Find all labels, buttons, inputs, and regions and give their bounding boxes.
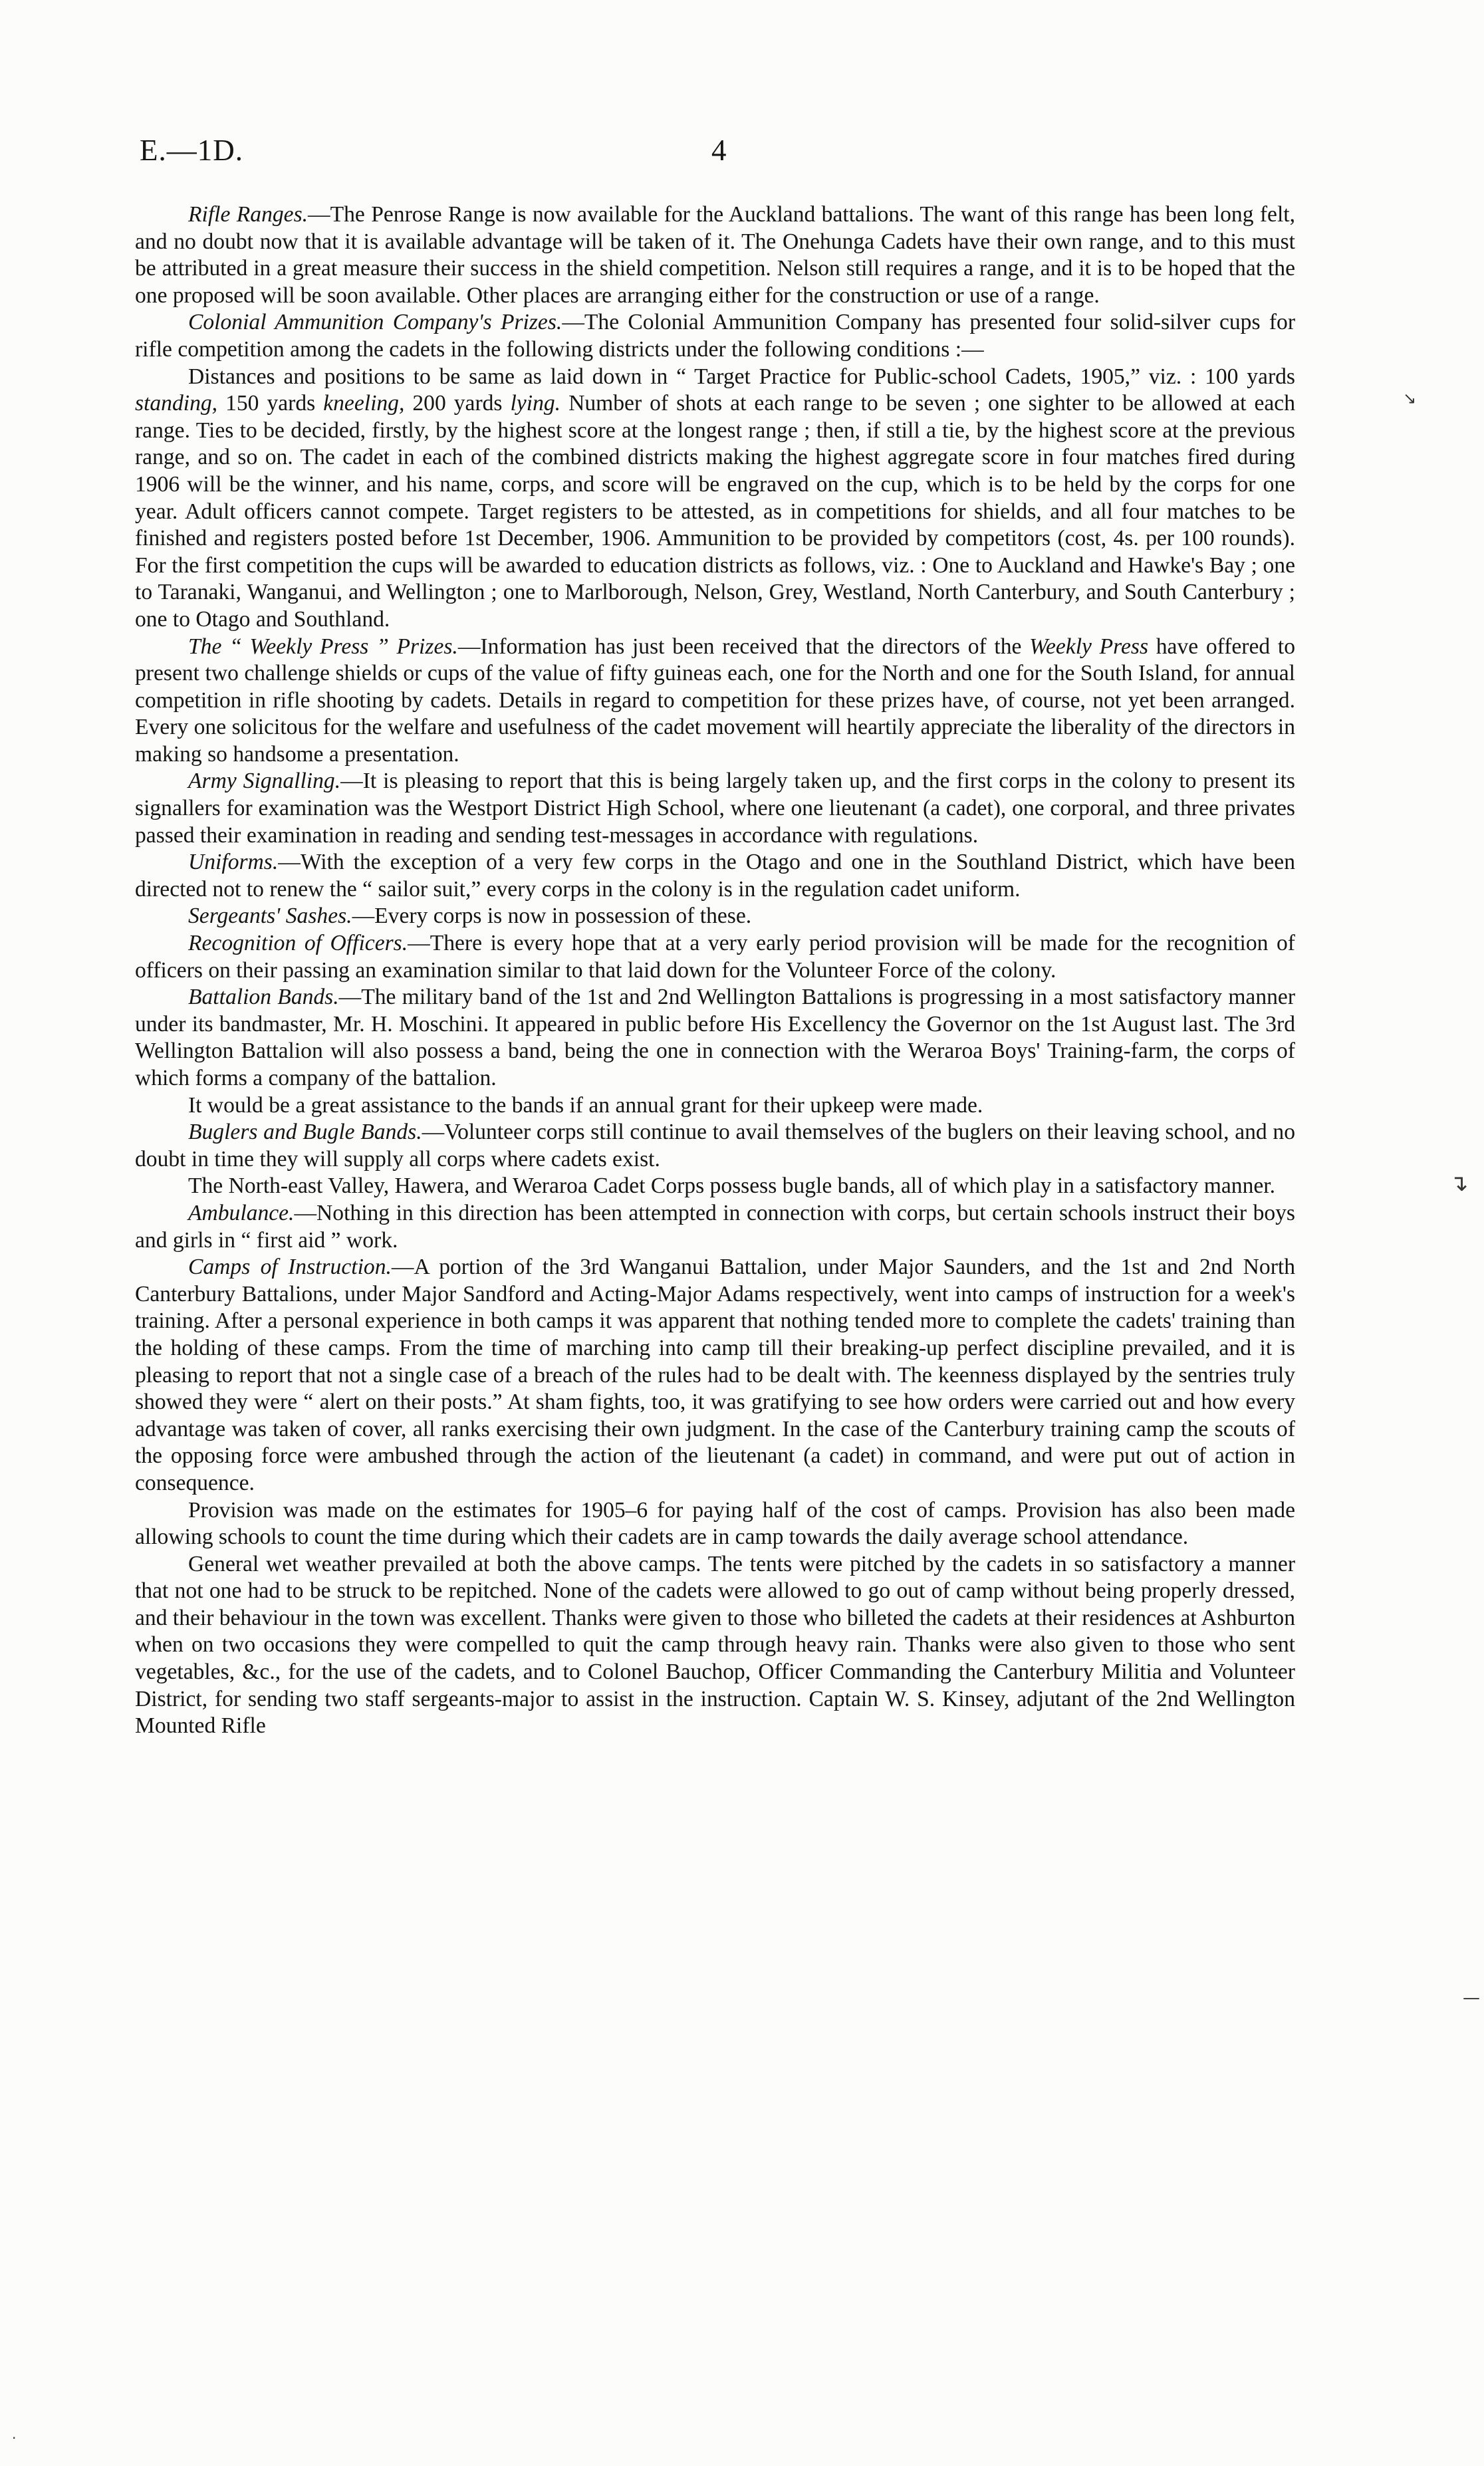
paragraph-title: Rifle Ranges. xyxy=(188,202,309,227)
paragraph-text: The North-east Valley, Hawera, and Weraroa Cadet Corps possess bugle bands, all of which play in a satisfactory manner. xyxy=(188,1173,1275,1199)
paragraph-text: —The military band of the 1st and 2nd Wellington Battalions is progressing in a most satisfactory manner under its bandmaster, Mr. H. Moschini. It appeared in public before His Excellency the Governor on the 1st August last. The 3rd Wellington Battalion will also possess a band, being the one in connection with the Weraroa Boys' Training-farm, the corps of which forms a company of the battalion. xyxy=(135,985,1296,1090)
paragraph-title: Buglers and Bugle Bands. xyxy=(188,1120,422,1145)
paragraph-text: —Information has just been received that the directors of the xyxy=(457,634,1030,659)
paragraph-ammunition-prizes xyxy=(135,309,1295,363)
paragraph-text: It would be a great assistance to the bands if an annual grant for their upkeep were made. xyxy=(188,1092,983,1118)
paragraph-uniforms xyxy=(135,849,1295,903)
paragraph-conditions xyxy=(135,364,1295,634)
paragraph-title: Camps of Instruction. xyxy=(188,1255,392,1280)
paragraph-text: —With the exception of a very few corps in the Otago and one in the Southland District, which have been directed not to renew the “ sailor suit,” every corps in the colony is in the regulation cadet uniform. xyxy=(135,850,1295,902)
paragraph-title: Sergeants' Sashes. xyxy=(188,904,352,929)
margin-mark: ↘ xyxy=(1403,389,1417,408)
paragraph-text: Number of shots at each range to be seven ; one sighter to be allowed at each range. Ties to be decided, firstly, by the highest score at the longest range ; then, if still a tie, by the highest score at the previous range, and so on. The cadet in each of the combined districts making the highest aggregate score in four matches fired during 1906 will be the winner, and his name, corps, and score will be engraved on the cup, which is to be held by the corps for one year. Adult officers cannot compete. Target registers to be attested, as in competitions for shields, and all four matches to be finished and registers posted before 1st December, 1906. Ammunition to be provided by competitors (cost, 4s. per 100 rounds). For the first competition the cups will be awarded to education districts as follows, viz. : One to Auckland and Hawke's Bay ; one to Taranaki, Wanganui, and Wellington ; one to Marlborough, Nelson, Grey, Westland, North Canterbury, and South Canterbury ; one to Otago and Southland. xyxy=(135,391,1295,632)
paragraph-wet-weather xyxy=(135,1551,1295,1740)
paragraph-text: —Volunteer corps still continue to avail themselves of the buglers on their leaving school, and no doubt in time they will supply all corps where cadets exist. xyxy=(135,1120,1295,1171)
paragraph-recognition xyxy=(135,930,1295,984)
paragraph-title: Recognition of Officers. xyxy=(188,931,408,956)
margin-mark: — xyxy=(1463,1988,1480,2008)
paragraph-title: Ambulance. xyxy=(188,1200,295,1225)
emphasis: standing, xyxy=(135,391,218,416)
paragraph-camp-provision xyxy=(135,1497,1295,1551)
paragraph-battalion-bands xyxy=(135,984,1295,1092)
margin-mark: · xyxy=(12,2430,17,2446)
margin-mark: ↴ xyxy=(1449,1170,1469,1197)
paragraph-text: General wet weather prevailed at both the above camps. The tents were pitched by the cadets in so satisfactory a manner that not one had to be struck to be repitched. None of the cadets were allowed to go out of camp without being properly dressed, and their behaviour in the town was excellent. Thanks were given to those who billeted the cadets at their residences at Ashburton when on two occasions they were compelled to quit the camp through heavy rain. Thanks were also given to those who sent vegetables, &c., for the use of the cadets, and to Colonel Bauchop, Officer Commanding the Canterbury Militia and Volunteer District, for sending two staff sergeants-major to assist in the instruction. Captain W. S. Kinsey, adjutant of the 2nd Wellington Mounted Rifle xyxy=(135,1551,1295,1739)
paragraph-text: Provision was made on the estimates for 1905–6 for paying half of the cost of camps. Provision has also been made allowing schools to count the time during which their cadets are in camp towards the daily average school attendance. xyxy=(135,1497,1295,1550)
paragraph-text: —The Penrose Range is now available for the Auckland battalions. The want of this range has been long felt, and no doubt now that it is available advantage will be taken of it. The Onehunga Cadets have their own range, and to this must be attributed in a great measure their success in the shield competition. Nelson still requires a range, and it is to be hoped that the one proposed will be soon available. Other places are arranging either for the construction or use of a range. xyxy=(135,202,1296,308)
paragraph-bands-grant xyxy=(135,1092,1295,1120)
paragraph-title: Uniforms. xyxy=(188,850,279,875)
paragraph-text: Distances and positions to be same as laid down in “ Target Practice for Public-school Cadets, 1905,” viz. : 100 yards xyxy=(188,364,1295,389)
emphasis: lying. xyxy=(510,391,561,416)
paragraph-buglers xyxy=(135,1119,1295,1173)
paragraph-title: Colonial Ammunition Company's Prizes. xyxy=(188,310,562,335)
paragraph-sashes xyxy=(135,903,1295,930)
paragraph-title: Battalion Bands. xyxy=(188,985,339,1010)
paragraph-title: Army Signalling. xyxy=(188,769,341,794)
paragraph-text: —Every corps is now in possession of these. xyxy=(352,904,752,929)
paragraph-text: —There is every hope that at a very early period provision will be made for the recognition of officers on their passing an examination similar to that laid down for the Volunteer Force of the colony. xyxy=(135,931,1295,983)
paragraph-text: —It is pleasing to report that this is being largely taken up, and the first corps in the colony to present its signallers for examination was the Westport District High School, where one lieutenant (a cadet), one corporal, and three privates passed their examination in reading and sending test-messages in accordance with regulations. xyxy=(135,769,1295,848)
paragraph-text: have offered to present two challenge shields or cups of the value of fifty guineas each, one for the North and one for the South Island, for annual competition in rifle shooting by cadets. Details in regard to competition for these prizes have, of course, not yet been arranged. Every one solicitous for the welfare and usefulness of the cadet movement will heartily appreciate the liberality of the directors in making so handsome a presentation. xyxy=(135,634,1296,767)
page-header xyxy=(140,133,1297,180)
paragraph-rifle-ranges xyxy=(135,201,1295,309)
emphasis: Weekly Press xyxy=(1029,634,1149,659)
emphasis: kneeling, xyxy=(323,391,405,416)
paragraph-army-signalling xyxy=(135,768,1295,849)
paragraph-text: —Nothing in this direction has been attempted in connection with corps, but certain schools instruct their boys and girls in “ first aid ” work. xyxy=(135,1200,1295,1253)
paragraph-weekly-press xyxy=(135,634,1295,769)
paragraph-text: —A portion of the 3rd Wanganui Battalion, under Major Saunders, and the 1st and 2nd North Canterbury Battalions, under Major Sandford and Acting-Major Adams respectively, went into camps of instruction for a week's training. After a personal experience in both camps it was apparent that nothing tended more to complete the cadets' training than the holding of these camps. From the time of marching into camp till their breaking-up perfect discipline prevailed, and it is pleasing to report that not a single case of a breach of the rules had to be dealt with. The keenness displayed by the sentries truly showed they were “ alert on their posts.” At sham fights, too, it was gratifying to see how orders were carried out and how every advantage was taken of cover, all ranks exercising their own judgment. In the case of the Canterbury training camp the scouts of the opposing force were ambushed through the action of the lieutenant (a cadet) in command, and were put out of action in consequence. xyxy=(135,1255,1295,1495)
paragraph-ambulance xyxy=(135,1200,1295,1254)
body-text xyxy=(135,201,1295,1740)
document-reference: E.—1D. xyxy=(140,134,243,167)
paragraph-camps xyxy=(135,1254,1295,1497)
paragraph-text: —The Colonial Ammunition Company has presented four solid-silver cups for rifle competition among the cadets in the following districts under the following conditions :— xyxy=(135,310,1295,362)
page-number: 4 xyxy=(711,134,727,167)
paragraph-text: 200 yards xyxy=(404,391,511,416)
paragraph-title: The “ Weekly Press ” Prizes. xyxy=(188,634,458,659)
paragraph-text: 150 yards xyxy=(217,391,324,416)
paragraph-bugle-bands xyxy=(135,1173,1295,1200)
